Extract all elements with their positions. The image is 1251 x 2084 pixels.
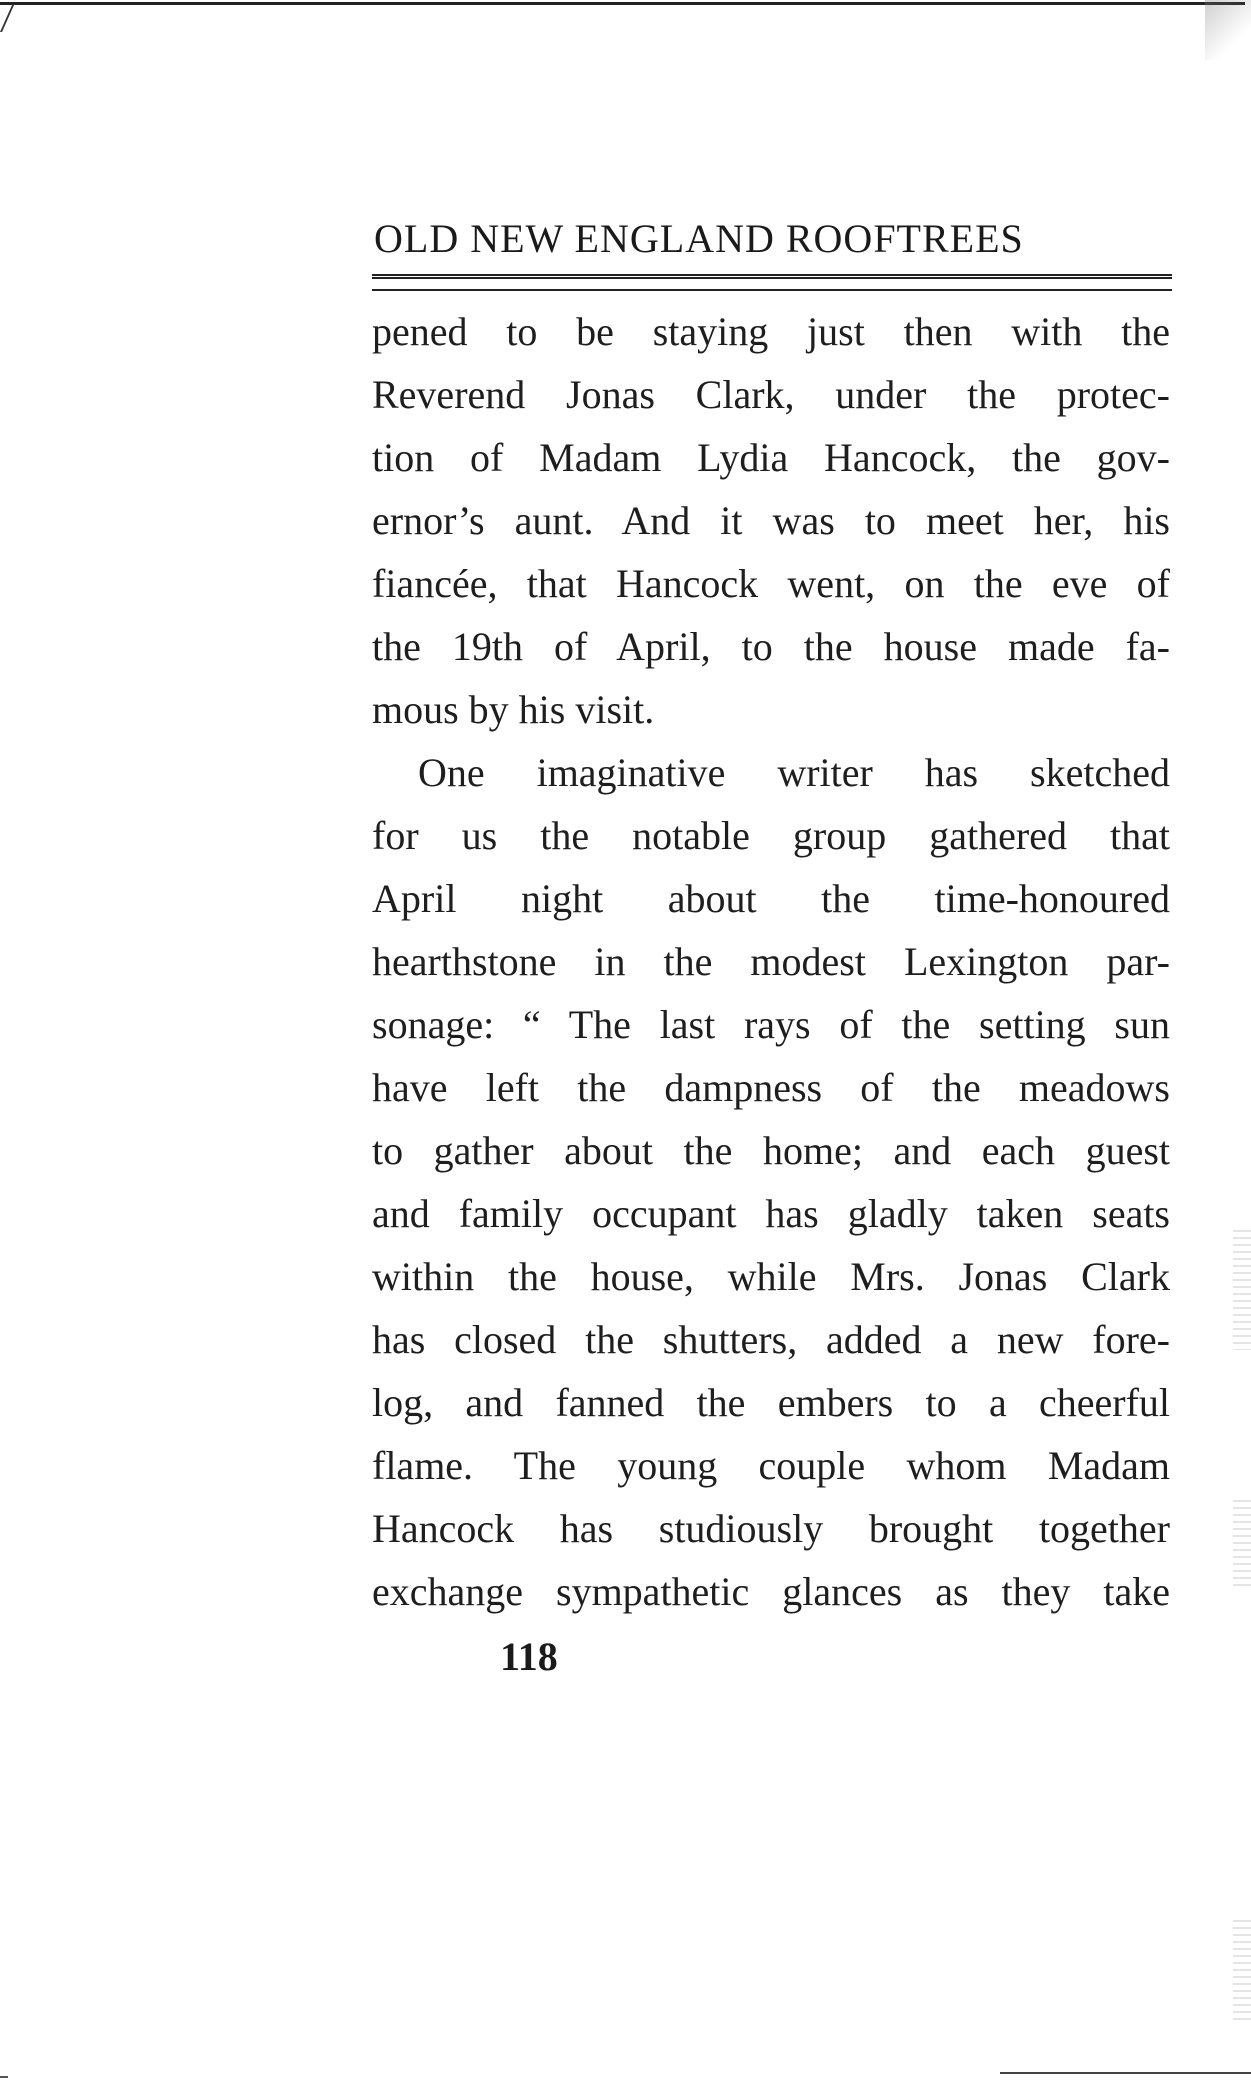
text-line: pened to be staying just then with the xyxy=(372,309,1170,354)
scan-speckle xyxy=(1233,1230,1251,1350)
text-line: mous by his visit. xyxy=(372,687,655,732)
running-header: OLD NEW ENGLAND ROOFTREES xyxy=(374,216,1024,261)
text-line: flame. The young couple whom Madam xyxy=(372,1443,1170,1488)
text-line: the 19th of April, to the house made fa- xyxy=(372,624,1170,669)
text-line: April night about the time-honoured xyxy=(372,876,1170,921)
text-line: have left the dampness of the meadows xyxy=(372,1065,1170,1110)
top-edge-rule xyxy=(0,2,1245,5)
text-line: to gather about the home; and each guest xyxy=(372,1128,1170,1173)
bottom-edge-rule xyxy=(1000,2072,1251,2074)
text-line: Hancock has studiously brought together xyxy=(372,1506,1170,1551)
scan-mark xyxy=(0,2076,8,2078)
text-line: sonage: “ The last rays of the setting sun xyxy=(372,1002,1170,1047)
scan-mark xyxy=(0,4,26,32)
text-line: log, and fanned the embers to a cheerful xyxy=(372,1380,1170,1425)
text-line: for us the notable group gathered that xyxy=(372,813,1170,858)
paragraph-start-line: One imaginative writer has sketched xyxy=(418,750,1170,795)
text-line: tion of Madam Lydia Hancock, the gov- xyxy=(372,435,1170,480)
text-line: Reverend Jonas Clark, under the protec- xyxy=(372,372,1170,417)
header-double-rule xyxy=(372,274,1172,291)
scan-speckle xyxy=(1233,1500,1251,1590)
body-text xyxy=(372,300,1170,1626)
text-line: exchange sympathetic glances as they take xyxy=(372,1569,1170,1614)
text-line: ernor’s aunt. And it was to meet her, his xyxy=(372,498,1170,543)
text-line: and family occupant has gladly taken seats xyxy=(372,1191,1170,1236)
scan-speckle xyxy=(1233,1920,1251,2020)
scan-shadow xyxy=(1205,0,1251,60)
text-line: fiancée, that Hancock went, on the eve of xyxy=(372,561,1170,606)
text-line: has closed the shutters, added a new fore- xyxy=(372,1317,1170,1362)
text-line: hearthstone in the modest Lexington par- xyxy=(372,939,1170,984)
page-number: 118 xyxy=(500,1634,558,1679)
text-line: within the house, while Mrs. Jonas Clark xyxy=(372,1254,1170,1299)
